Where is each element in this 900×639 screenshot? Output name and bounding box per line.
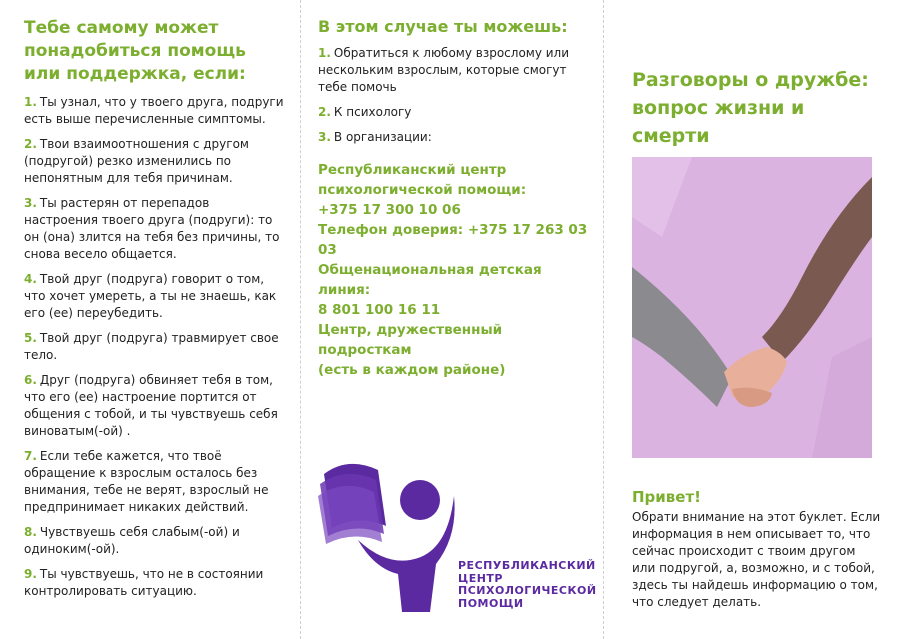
item-number: 2. bbox=[24, 137, 37, 151]
list-item bbox=[24, 566, 286, 600]
item-number: 9. bbox=[24, 567, 37, 581]
contact-line: Телефон доверия: +375 17 263 03 03 bbox=[318, 222, 588, 258]
item-number: 1. bbox=[24, 95, 37, 109]
item-number: 4. bbox=[24, 272, 37, 286]
list-item bbox=[24, 524, 286, 558]
logo-line: РЕСПУБЛИКАНСКИЙ bbox=[458, 559, 596, 572]
contact-line: (есть в каждом районе) bbox=[318, 362, 506, 378]
right-panel bbox=[632, 0, 882, 639]
item-text: Чувствуешь себя слабым(-ой) и одиноким(-ой). bbox=[24, 525, 240, 556]
item-number: 2. bbox=[318, 105, 331, 119]
greeting-title: Привет! bbox=[632, 488, 702, 506]
item-text: Твой друг (подруга) говорит о том, что хочет умереть, а ты не знаешь, как его (ее) переубедить. bbox=[24, 272, 277, 320]
list-item bbox=[318, 129, 588, 146]
logo-line: ПСИХОЛОГИЧЕСКОЙ bbox=[458, 584, 597, 597]
list-item bbox=[24, 271, 286, 322]
greeting-body: Обрати внимание на этот буклет. Если информация в нем описывает то, что сейчас происходит с твоим другом или подругой, а, возможно, и с тобой, здесь ты найдешь информацию о том, что следует делать. bbox=[632, 510, 881, 609]
holding-hands-illustration bbox=[632, 157, 872, 458]
list-item bbox=[24, 448, 286, 516]
contact-line: психологической помощи: bbox=[318, 182, 527, 198]
item-text: Твой друг (подруга) травмирует свое тело. bbox=[24, 331, 279, 362]
item-text: К психологу bbox=[333, 105, 412, 119]
item-text: Ты растерян от перепадов настроения твоего друга (подруги): то он (она) злится на тебя без причины, то снова весело общается. bbox=[24, 196, 280, 261]
logo-caption bbox=[458, 560, 597, 610]
item-number: 8. bbox=[24, 525, 37, 539]
actions-list bbox=[318, 45, 588, 146]
greeting-block bbox=[632, 487, 882, 611]
item-text: Ты чувствуешь, что не в состоянии контролировать ситуацию. bbox=[24, 567, 264, 598]
item-number: 1. bbox=[318, 46, 331, 60]
contact-line: Центр, дружественный подросткам bbox=[318, 322, 503, 358]
item-text: В организации: bbox=[333, 130, 432, 144]
item-text: Обратиться к любому взрослому или нескольким взрослым, которые смогут тебе помочь bbox=[318, 46, 570, 94]
item-number: 6. bbox=[24, 373, 37, 387]
item-number: 5. bbox=[24, 331, 37, 345]
left-panel bbox=[24, 0, 286, 639]
list-item bbox=[318, 45, 588, 96]
contact-line: +375 17 300 10 06 bbox=[318, 202, 461, 218]
item-text: Если тебе кажется, что твоё обращение к взрослым осталось без внимания, тебе не верят, взрослый не предпринимает никаких действий. bbox=[24, 449, 269, 514]
contact-line: Общенациональная детская линия: bbox=[318, 262, 542, 298]
logo-line: ПОМОЩИ bbox=[458, 596, 524, 610]
list-item bbox=[24, 136, 286, 187]
hands-image bbox=[632, 157, 872, 458]
booklet-title: Разговоры о дружбе: вопрос жизни и смерти bbox=[632, 69, 869, 147]
contact-line: Республиканский центр bbox=[318, 162, 507, 178]
list-item bbox=[24, 372, 286, 440]
item-text: Ты узнал, что у твоего друга, подруги есть выше перечисленные симптомы. bbox=[24, 95, 284, 126]
help-signs-list bbox=[24, 94, 286, 600]
fold-line-1 bbox=[300, 0, 301, 639]
contact-line: 8 801 100 16 11 bbox=[318, 302, 441, 318]
contacts-block bbox=[318, 160, 588, 380]
item-number: 3. bbox=[318, 130, 331, 144]
item-text: Друг (подруга) обвиняет тебя в том, что его (ее) настроение портится от общения с тобой, и ты чувствуешь себя виноватым(-ой) . bbox=[24, 373, 278, 438]
item-text: Твои взаимоотношения с другом (подругой) резко изменились по непонятным для тебя причинам. bbox=[24, 137, 249, 185]
left-heading: Тебе самому может понадобиться помощь или поддержка, если: bbox=[24, 18, 246, 84]
logo-figure-icon bbox=[318, 456, 458, 616]
middle-heading: В этом случае ты можешь: bbox=[318, 17, 568, 36]
logo-line: ЦЕНТР bbox=[458, 571, 503, 585]
item-number: 3. bbox=[24, 196, 37, 210]
list-item bbox=[24, 195, 286, 263]
list-item bbox=[24, 330, 286, 364]
list-item bbox=[318, 104, 588, 121]
list-item bbox=[24, 94, 286, 128]
item-number: 7. bbox=[24, 449, 37, 463]
center-logo bbox=[318, 456, 618, 616]
